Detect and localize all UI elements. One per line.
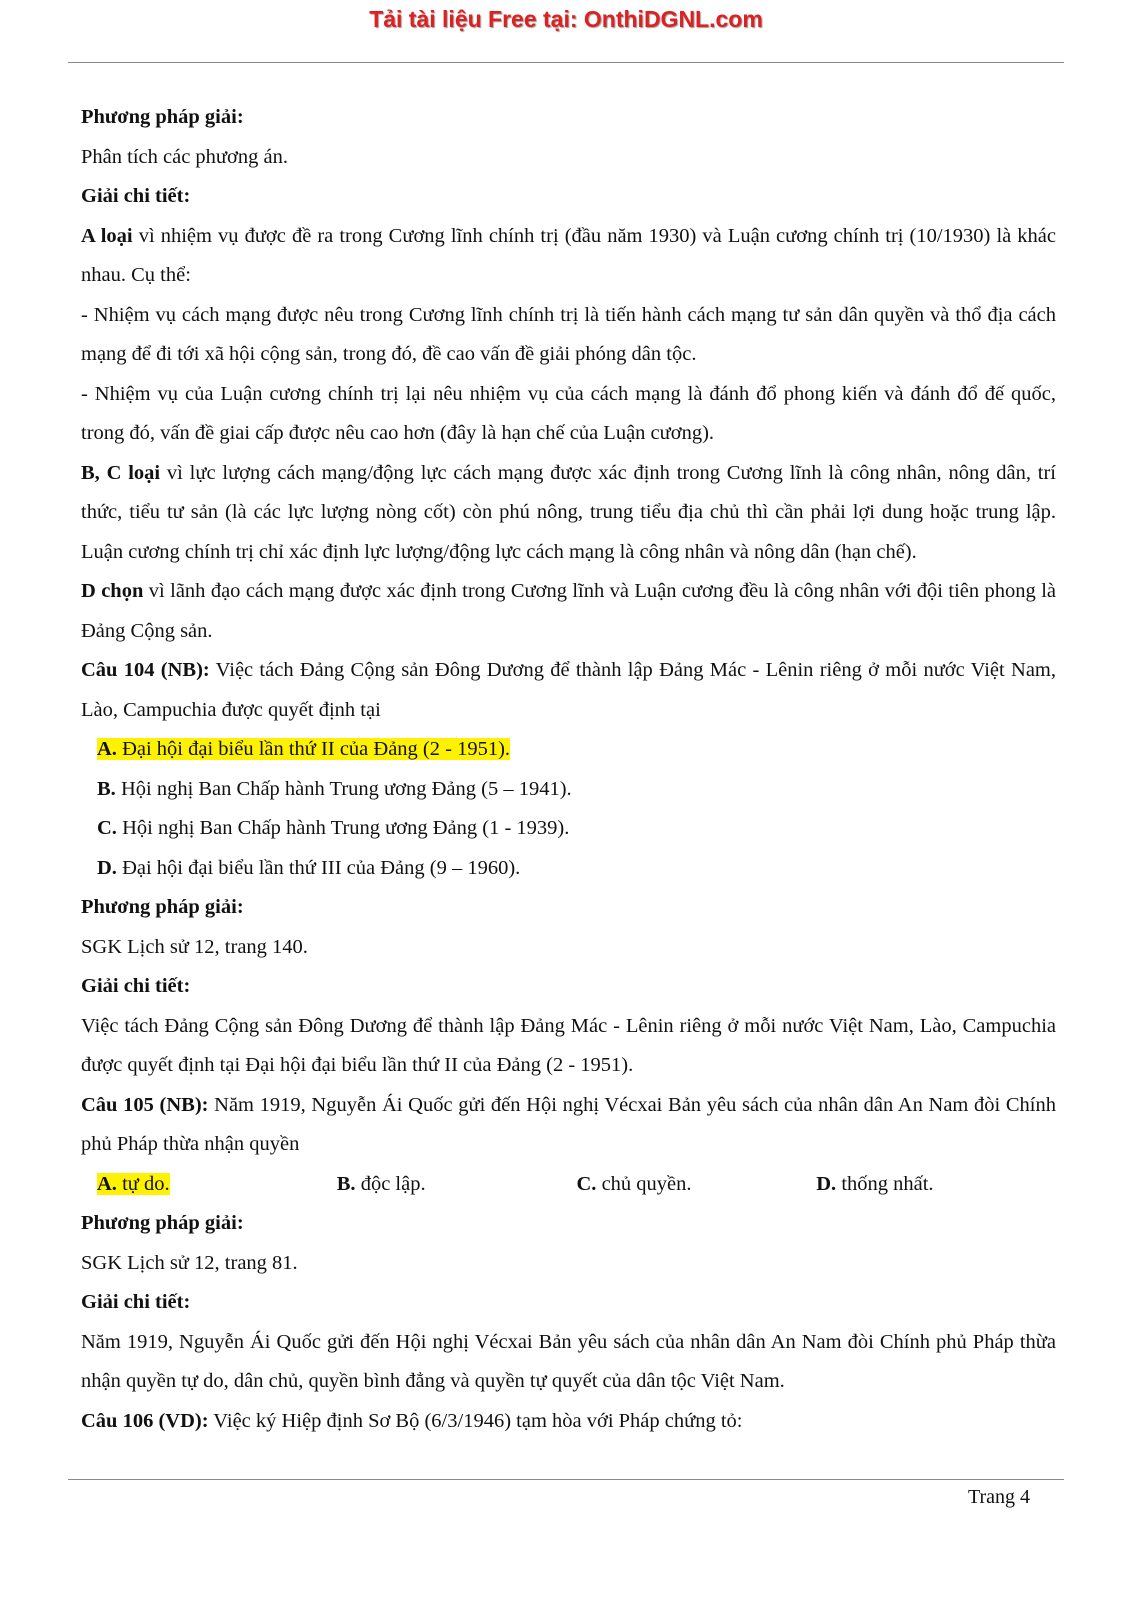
q105-option-a: A. tự do. xyxy=(97,1172,170,1195)
q104-method-text: SGK Lịch sử 12, trang 140. xyxy=(81,935,308,958)
q104-option-a: A. Đại hội đại biểu lần thứ II của Đảng (2 - 1951). xyxy=(97,738,511,760)
explanation-d: D chọn vì lãnh đạo cách mạng được xác định trong Cương lĩnh và Luận cương đều là công nhân với đội tiên phong là Đảng Cộng sản. xyxy=(81,580,1056,642)
q104-detail-label: Giải chi tiết: xyxy=(81,975,191,997)
q105-detail-text: Năm 1919, Nguyễn Ái Quốc gửi đến Hội nghị Vécxai Bản yêu sách của nhân dân An Nam đòi Chính phủ Pháp thừa nhận quyền tự do, dân chủ, quyền bình đẳng và quyền tự quyết của dân tộc Việt Nam. xyxy=(81,1330,1056,1392)
explanation-bc: B, C loại vì lực lượng cách mạng/động lực cách mạng được xác định trong Cương lĩnh là công nhân, nông dân, trí thức, tiểu tư sản (là các lực lượng nòng cốt) còn phú nông, trung tiểu địa chủ thì cần phải lợi dung hoặc trung lập. Luận cương chính trị chỉ xác định lực lượng/động lực cách mạng là công nhân và nông dân (hạn chế). xyxy=(81,461,1056,563)
q105-method-text: SGK Lịch sử 12, trang 81. xyxy=(81,1251,298,1274)
method-label: Phương pháp giải: xyxy=(81,106,244,128)
explanation-bullet-2: - Nhiệm vụ của Luận cương chính trị lại nêu nhiệm vụ của cách mạng là đánh đổ phong kiến và đánh đổ đế quốc, trong đó, vấn đề giai cấp được nêu cao hơn (đây là hạn chế của Luận cương). xyxy=(81,382,1056,444)
question-105: Câu 105 (NB): Năm 1919, Nguyễn Ái Quốc gửi đến Hội nghị Vécxai Bản yêu sách của nhân dân An Nam đòi Chính phủ Pháp thừa nhận quyền xyxy=(81,1093,1056,1155)
q104-option-b: B. Hội nghị Ban Chấp hành Trung ương Đảng (5 – 1941). xyxy=(97,777,572,800)
explanation-bullet-1: - Nhiệm vụ cách mạng được nêu trong Cương lĩnh chính trị là tiến hành cách mạng tư sản dân quyền và thổ địa cách mạng để đi tới xã hội cộng sản, trong đó, đề cao vấn đề giải phóng dân tộc. xyxy=(81,303,1056,365)
q104-option-c: C. Hội nghị Ban Chấp hành Trung ương Đảng (1 - 1939). xyxy=(97,817,570,839)
page-number: Trang 4 xyxy=(967,1486,1030,1508)
header-divider xyxy=(68,62,1064,63)
detail-label: Giải chi tiết: xyxy=(81,185,191,207)
q105-method-label: Phương pháp giải: xyxy=(81,1212,244,1234)
q104-option-d: D. Đại hội đại biểu lần thứ III của Đảng (9 – 1960). xyxy=(97,856,521,879)
q105-options xyxy=(81,1165,1056,1205)
header-banner[interactable]: Tải tài liệu Free tại: OnthiDGNL.com xyxy=(369,6,763,32)
method-text: Phân tích các phương án. xyxy=(81,145,288,168)
q105-detail-label: Giải chi tiết: xyxy=(81,1291,191,1313)
footer-divider xyxy=(68,1479,1064,1480)
q104-method-label: Phương pháp giải: xyxy=(81,896,244,918)
question-106: Câu 106 (VD): Việc ký Hiệp định Sơ Bộ (6/3/1946) tạm hòa với Pháp chứng tỏ: xyxy=(81,1409,743,1432)
q105-option-b: B. độc lập. xyxy=(336,1172,426,1195)
q105-option-d: D. thống nhất. xyxy=(816,1172,934,1195)
q104-detail-text: Việc tách Đảng Cộng sản Đông Dương để thành lập Đảng Mác - Lênin riêng ở mỗi nước Việt Nam, Lào, Campuchia được quyết định tại Đại hội đại biểu lần thứ II của Đảng (2 - 1951). xyxy=(81,1014,1056,1076)
q105-option-c: C. chủ quyền. xyxy=(576,1172,692,1195)
question-104: Câu 104 (NB): Việc tách Đảng Cộng sản Đông Dương để thành lập Đảng Mác - Lênin riêng ở mỗi nước Việt Nam, Lào, Campuchia được quyết định tại xyxy=(81,659,1056,721)
explanation-a: A loại vì nhiệm vụ được đề ra trong Cương lĩnh chính trị (đầu năm 1930) và Luận cương chính trị (10/1930) là khác nhau. Cụ thể: xyxy=(81,224,1056,286)
document-body xyxy=(81,98,1056,1441)
